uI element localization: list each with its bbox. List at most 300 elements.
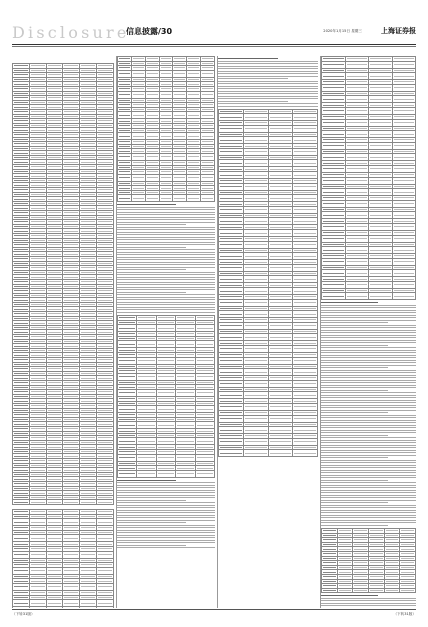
table-cell	[219, 369, 244, 376]
illegible-text	[98, 401, 112, 402]
table-row	[13, 500, 114, 505]
illegible-text	[64, 79, 78, 80]
text-line	[321, 525, 388, 526]
table-cell	[145, 70, 159, 77]
table-cell	[97, 600, 114, 607]
illegible-text	[64, 597, 78, 598]
illegible-text	[174, 115, 185, 116]
table-cell	[176, 422, 195, 429]
text-line	[117, 507, 215, 508]
illegible-text	[31, 281, 45, 282]
table-row	[118, 406, 215, 413]
table-row	[118, 373, 215, 380]
illegible-text	[138, 338, 154, 339]
illegible-text	[394, 93, 415, 94]
illegible-text	[161, 58, 172, 59]
illegible-text	[202, 171, 213, 172]
table-cell	[243, 299, 268, 306]
illegible-text	[294, 267, 316, 268]
illegible-text	[370, 157, 391, 158]
table-cell	[195, 406, 214, 413]
table-row	[219, 415, 318, 422]
text-line	[321, 395, 416, 396]
illegible-text	[220, 296, 242, 297]
illegible-text	[270, 360, 292, 361]
illegible-text	[98, 364, 112, 365]
table-row	[219, 183, 318, 190]
illegible-text	[48, 143, 62, 144]
table-row	[322, 131, 416, 138]
illegible-text	[119, 414, 135, 415]
table-cell	[176, 357, 195, 364]
illegible-text	[161, 188, 172, 189]
illegible-text	[81, 116, 95, 117]
table-cell	[322, 177, 346, 184]
illegible-text	[64, 437, 78, 438]
illegible-text	[31, 327, 45, 328]
illegible-text	[339, 530, 352, 531]
illegible-text	[119, 67, 130, 68]
text-line	[321, 385, 416, 386]
illegible-text	[48, 286, 62, 287]
table-cell	[145, 133, 159, 140]
table-cell	[118, 133, 132, 140]
illegible-text	[294, 354, 316, 355]
text-line	[117, 304, 215, 305]
table-cell	[243, 415, 268, 422]
illegible-text	[64, 350, 78, 351]
illegible-text	[14, 176, 28, 177]
illegible-text	[188, 156, 199, 157]
text-line	[321, 415, 416, 416]
illegible-text	[245, 377, 267, 378]
table-cell	[392, 96, 416, 103]
text-line	[117, 542, 215, 543]
illegible-text	[158, 366, 174, 367]
illegible-text	[31, 148, 45, 149]
illegible-text	[158, 354, 174, 355]
illegible-text	[81, 586, 95, 587]
illegible-text	[98, 272, 112, 273]
illegible-text	[294, 250, 316, 251]
table-row	[118, 112, 215, 119]
text-line	[218, 103, 318, 104]
illegible-text	[98, 493, 112, 494]
illegible-text	[133, 88, 144, 89]
illegible-text	[174, 73, 185, 74]
text-line	[117, 292, 186, 293]
table-cell	[243, 322, 268, 329]
table-cell	[243, 241, 268, 248]
illegible-text	[81, 235, 95, 236]
illegible-text	[220, 441, 242, 442]
text-line	[321, 462, 416, 463]
illegible-text	[81, 203, 95, 204]
illegible-text	[119, 115, 130, 116]
illegible-text	[98, 414, 112, 415]
table-cell	[219, 195, 244, 202]
table-cell	[46, 600, 63, 607]
illegible-text	[245, 348, 267, 349]
table-row	[219, 241, 318, 248]
text-line	[321, 390, 388, 391]
illegible-text	[386, 576, 399, 577]
illegible-text	[14, 451, 28, 452]
illegible-text	[138, 392, 154, 393]
table-cell	[80, 551, 97, 558]
illegible-text	[158, 463, 174, 464]
table-cell	[392, 73, 416, 80]
illegible-text	[294, 412, 316, 413]
illegible-text	[31, 189, 45, 190]
illegible-text	[370, 296, 391, 297]
illegible-text	[81, 309, 95, 310]
illegible-text	[197, 333, 213, 334]
illegible-text	[394, 87, 415, 88]
illegible-text	[81, 199, 95, 200]
table-cell	[368, 588, 384, 593]
text-line	[321, 455, 416, 456]
illegible-text	[197, 441, 213, 442]
illegible-text	[158, 473, 174, 474]
text-line	[117, 505, 215, 506]
illegible-text	[323, 81, 344, 82]
table-cell	[187, 70, 201, 77]
illegible-text	[98, 586, 112, 587]
table-cell	[268, 311, 293, 318]
illegible-text	[245, 453, 267, 454]
illegible-text	[188, 192, 199, 193]
illegible-text	[64, 538, 78, 539]
illegible-text	[188, 100, 199, 101]
illegible-text	[31, 277, 45, 278]
table-row	[219, 345, 318, 352]
table-cell	[219, 322, 244, 329]
text-line	[117, 272, 215, 273]
text-line	[321, 305, 416, 306]
text-line	[321, 412, 388, 413]
illegible-text	[161, 192, 172, 193]
table-cell	[369, 177, 393, 184]
table-cell	[322, 107, 346, 114]
illegible-text	[177, 468, 193, 469]
illegible-text	[188, 58, 199, 59]
illegible-text	[64, 433, 78, 434]
illegible-text	[14, 116, 28, 117]
illegible-text	[245, 117, 267, 118]
illegible-text	[81, 139, 95, 140]
illegible-text	[294, 209, 316, 210]
table-row	[118, 357, 215, 364]
illegible-text	[64, 176, 78, 177]
illegible-text	[98, 300, 112, 301]
illegible-text	[245, 314, 267, 315]
illegible-text	[188, 141, 199, 142]
text-line	[321, 442, 416, 443]
table-cell	[293, 206, 318, 213]
illegible-text	[220, 157, 242, 158]
illegible-text	[31, 208, 45, 209]
table-cell	[293, 264, 318, 271]
illegible-text	[48, 134, 62, 135]
table-cell	[268, 403, 293, 410]
illegible-text	[64, 479, 78, 480]
illegible-text	[64, 199, 78, 200]
table-cell	[131, 174, 145, 181]
illegible-text	[31, 231, 45, 232]
illegible-text	[197, 435, 213, 436]
illegible-text	[294, 146, 316, 147]
table-cell	[345, 84, 369, 91]
table-cell	[369, 131, 393, 138]
table-cell	[322, 96, 346, 103]
table-row	[118, 133, 215, 140]
illegible-text	[119, 109, 130, 110]
illegible-text	[174, 198, 185, 199]
illegible-text	[323, 590, 336, 591]
illegible-text	[161, 125, 172, 126]
illegible-text	[133, 67, 144, 68]
illegible-text	[31, 522, 45, 523]
illegible-text	[14, 341, 28, 342]
illegible-text	[133, 151, 144, 152]
illegible-text	[394, 226, 415, 227]
illegible-text	[31, 318, 45, 319]
illegible-text	[81, 502, 95, 503]
text-line	[218, 58, 278, 59]
illegible-text	[48, 194, 62, 195]
illegible-text	[14, 336, 28, 337]
table-cell	[268, 148, 293, 155]
illegible-text	[14, 592, 28, 593]
table-cell	[63, 500, 80, 505]
illegible-text	[98, 428, 112, 429]
illegible-text	[48, 125, 62, 126]
illegible-text	[161, 198, 172, 199]
illegible-text	[81, 313, 95, 314]
table-row	[322, 119, 416, 126]
illegible-text	[98, 157, 112, 158]
illegible-text	[323, 192, 344, 193]
illegible-text	[64, 189, 78, 190]
illegible-text	[64, 470, 78, 471]
table-cell	[293, 183, 318, 190]
illegible-text	[177, 322, 193, 323]
table-cell	[400, 588, 416, 593]
illegible-text	[188, 121, 199, 122]
illegible-text	[98, 341, 112, 342]
table-row	[13, 583, 114, 590]
illegible-text	[294, 435, 316, 436]
table-cell	[97, 567, 114, 574]
text-line	[218, 71, 318, 72]
table-cell	[173, 174, 187, 181]
illegible-text	[294, 128, 316, 129]
illegible-text	[270, 285, 292, 286]
illegible-text	[98, 554, 112, 555]
table-cell	[392, 223, 416, 230]
illegible-text	[394, 105, 415, 106]
illegible-text	[294, 157, 316, 158]
illegible-text	[133, 79, 144, 80]
illegible-text	[174, 167, 185, 168]
table-cell	[195, 357, 214, 364]
illegible-text	[31, 346, 45, 347]
illegible-text	[323, 168, 344, 169]
text-line	[321, 367, 388, 368]
text-line	[117, 237, 215, 238]
illegible-text	[31, 226, 45, 227]
footer-rule	[12, 609, 416, 610]
illegible-text	[14, 162, 28, 163]
table-row	[219, 403, 318, 410]
illegible-text	[48, 391, 62, 392]
table-cell	[63, 600, 80, 607]
illegible-text	[245, 111, 267, 112]
illegible-text	[294, 151, 316, 152]
illegible-text	[294, 430, 316, 431]
illegible-text	[347, 279, 368, 280]
illegible-text	[64, 576, 78, 577]
illegible-text	[14, 166, 28, 167]
table-row	[322, 200, 416, 207]
illegible-text	[177, 376, 193, 377]
illegible-text	[31, 221, 45, 222]
illegible-text	[188, 109, 199, 110]
illegible-text	[81, 401, 95, 402]
illegible-text	[202, 67, 213, 68]
illegible-text	[119, 198, 130, 199]
illegible-text	[119, 387, 135, 388]
illegible-text	[31, 258, 45, 259]
illegible-text	[147, 100, 158, 101]
illegible-text	[14, 465, 28, 466]
illegible-text	[220, 175, 242, 176]
illegible-text	[339, 576, 352, 577]
illegible-text	[270, 314, 292, 315]
illegible-text	[81, 350, 95, 351]
illegible-text	[323, 116, 344, 117]
illegible-text	[138, 333, 154, 334]
illegible-text	[14, 254, 28, 255]
table-cell	[369, 200, 393, 207]
table-cell	[219, 438, 244, 445]
table-cell	[219, 345, 244, 352]
illegible-text	[81, 355, 95, 356]
illegible-text	[220, 418, 242, 419]
illegible-text	[98, 433, 112, 434]
illegible-text	[64, 511, 78, 512]
table-cell	[219, 276, 244, 283]
table-cell	[137, 406, 156, 413]
illegible-text	[394, 99, 415, 100]
table-cell	[176, 470, 195, 477]
table-cell	[63, 607, 80, 608]
illegible-text	[31, 401, 45, 402]
illegible-text	[31, 65, 45, 66]
table-cell	[137, 454, 156, 461]
illegible-text	[245, 441, 267, 442]
illegible-text	[347, 215, 368, 216]
illegible-text	[270, 233, 292, 234]
illegible-text	[202, 109, 213, 110]
illegible-text	[220, 151, 242, 152]
illegible-text	[119, 468, 135, 469]
illegible-text	[64, 116, 78, 117]
illegible-text	[98, 235, 112, 236]
table-row	[219, 137, 318, 144]
table-cell	[369, 223, 393, 230]
illegible-text	[64, 208, 78, 209]
illegible-text	[339, 590, 352, 591]
illegible-text	[64, 581, 78, 582]
illegible-text	[98, 548, 112, 549]
illegible-text	[347, 87, 368, 88]
illegible-text	[177, 392, 193, 393]
illegible-text	[48, 474, 62, 475]
text-line	[321, 603, 416, 604]
illegible-text	[197, 338, 213, 339]
table-row	[118, 470, 215, 477]
illegible-text	[347, 76, 368, 77]
illegible-text	[394, 221, 415, 222]
table-cell	[293, 438, 318, 445]
illegible-text	[81, 564, 95, 565]
illegible-text	[64, 226, 78, 227]
table-cell	[156, 373, 175, 380]
text-line	[321, 595, 378, 596]
illegible-text	[14, 456, 28, 457]
illegible-text	[48, 313, 62, 314]
table-cell	[243, 195, 268, 202]
illegible-text	[64, 171, 78, 172]
illegible-text	[98, 479, 112, 480]
illegible-text	[138, 370, 154, 371]
table-cell	[176, 438, 195, 445]
illegible-text	[347, 209, 368, 210]
illegible-text	[14, 111, 28, 112]
illegible-text	[98, 474, 112, 475]
table-cell	[201, 112, 215, 119]
table-row	[322, 281, 416, 288]
table-cell	[322, 73, 346, 80]
illegible-text	[98, 65, 112, 66]
illegible-text	[14, 84, 28, 85]
illegible-text	[81, 277, 95, 278]
illegible-text	[245, 238, 267, 239]
illegible-text	[188, 188, 199, 189]
table-row	[219, 172, 318, 179]
illegible-text	[48, 364, 62, 365]
illegible-text	[64, 74, 78, 75]
text-line	[321, 457, 388, 458]
table-cell	[268, 230, 293, 237]
illegible-text	[48, 79, 62, 80]
illegible-text	[174, 130, 185, 131]
table-cell	[219, 183, 244, 190]
table-cell	[187, 153, 201, 160]
illegible-text	[31, 554, 45, 555]
illegible-text	[197, 398, 213, 399]
text-line	[321, 325, 416, 326]
illegible-text	[31, 488, 45, 489]
table-cell	[176, 389, 195, 396]
table-row	[219, 264, 318, 271]
illegible-text	[220, 209, 242, 210]
text-line	[117, 535, 215, 536]
illegible-text	[270, 157, 292, 158]
illegible-text	[14, 277, 28, 278]
